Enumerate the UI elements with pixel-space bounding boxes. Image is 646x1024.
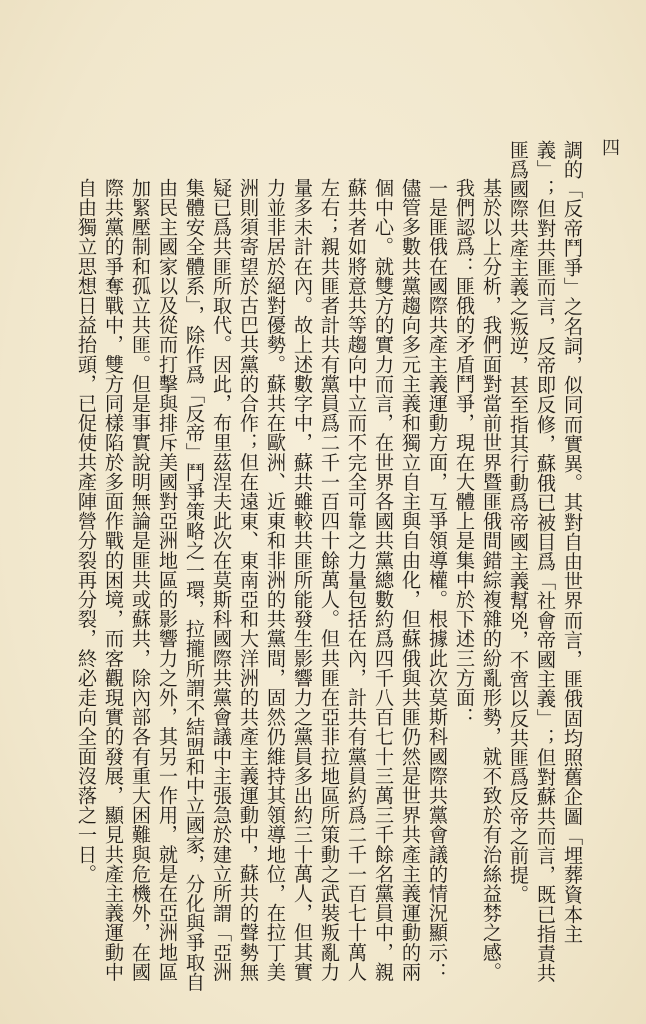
paragraph-lead-text: 調的「反帝鬥爭」之名詞，似同而實異。其對自由世界而言，匪俄固均照舊企圖「埋葬資本主義」；但對共匪而言，反帝即反修，蘇俄已被目爲「社會帝國主 [534,140,584,944]
paragraph-first-point: 一是匪俄在國際共產主義運動方面，互爭領導權。根據此次莫斯科國際共黨會議的情況顯示：儘管多數共黨趨向多元主義和獨立自主與自由化，但蘇俄與共匪仍然是世界共產主義運動的兩個中心。就雙方的實力而言，在世界各國共黨總數約爲四千八百七十三萬三千餘名黨員中，親蘇共者如將意共等趨向中立而不完全可靠之力量包括在內，計共有黨員約爲二千一百七十萬人左右；親共匪者計共有黨員爲二千一百四十餘萬人。但共匪在亞非拉地區所策動之武裝叛亂力量多未計在內。故上述數字中，蘇共雖較共匪所能發生影響力之黨員多出約三十萬人，但其實力並非居於絕對優勢。蘇共在歐洲、近東和非洲的共黨間，固然仍維持其領導地位，在拉丁美洲則須寄望於古巴共黨的合作；但在遠東、東南亞和大洋洲的共產主義運動中，蘇共的聲勢無疑已爲共匪所取代。因此，布里茲涅夫此次在莫斯科國際共黨會議中主張急於建立所謂「亞洲集體安全體系」，除作爲「反帝」鬥爭策略之一環，拉攏所謂不結盟和中立國家，分化與爭取自由民主國家以及從而打擊與排斥美國對亞洲地區的影響力之外，其另一作用，就是在亞洲地區加緊壓制和孤立共匪。但是事實說明無論是匪共或蘇共，除內部各有重大困難與危機外，在國際共黨的爭奪戰中，雙方同樣陷於多面作戰的困境，而客觀現實的發展，顯見共產主義運動中自由獨立思想日益抬頭，已促使共產陣營分裂再分裂，終必走向全面沒落之一日。 [75,178,449,992]
page-number: 四 [599,138,620,158]
body-text [66,140,586,998]
paragraph-analysis: 基於以上分析，我們面對當前世界暨匪俄間錯綜複雜的紛亂形勢，就不致於有治絲益棼之感。我們認爲：匪俄的矛盾鬥爭，現在大體上是集中於下述三方面： [453,178,503,982]
paragraph-continued [505,140,586,998]
paragraph-text: 義」；但對蘇共而言，既已指責共匪爲國際共產主義之叛逆，甚至指其行動爲帝國主義幫兇，不啻以反共匪爲反帝之前提。 [507,140,557,983]
